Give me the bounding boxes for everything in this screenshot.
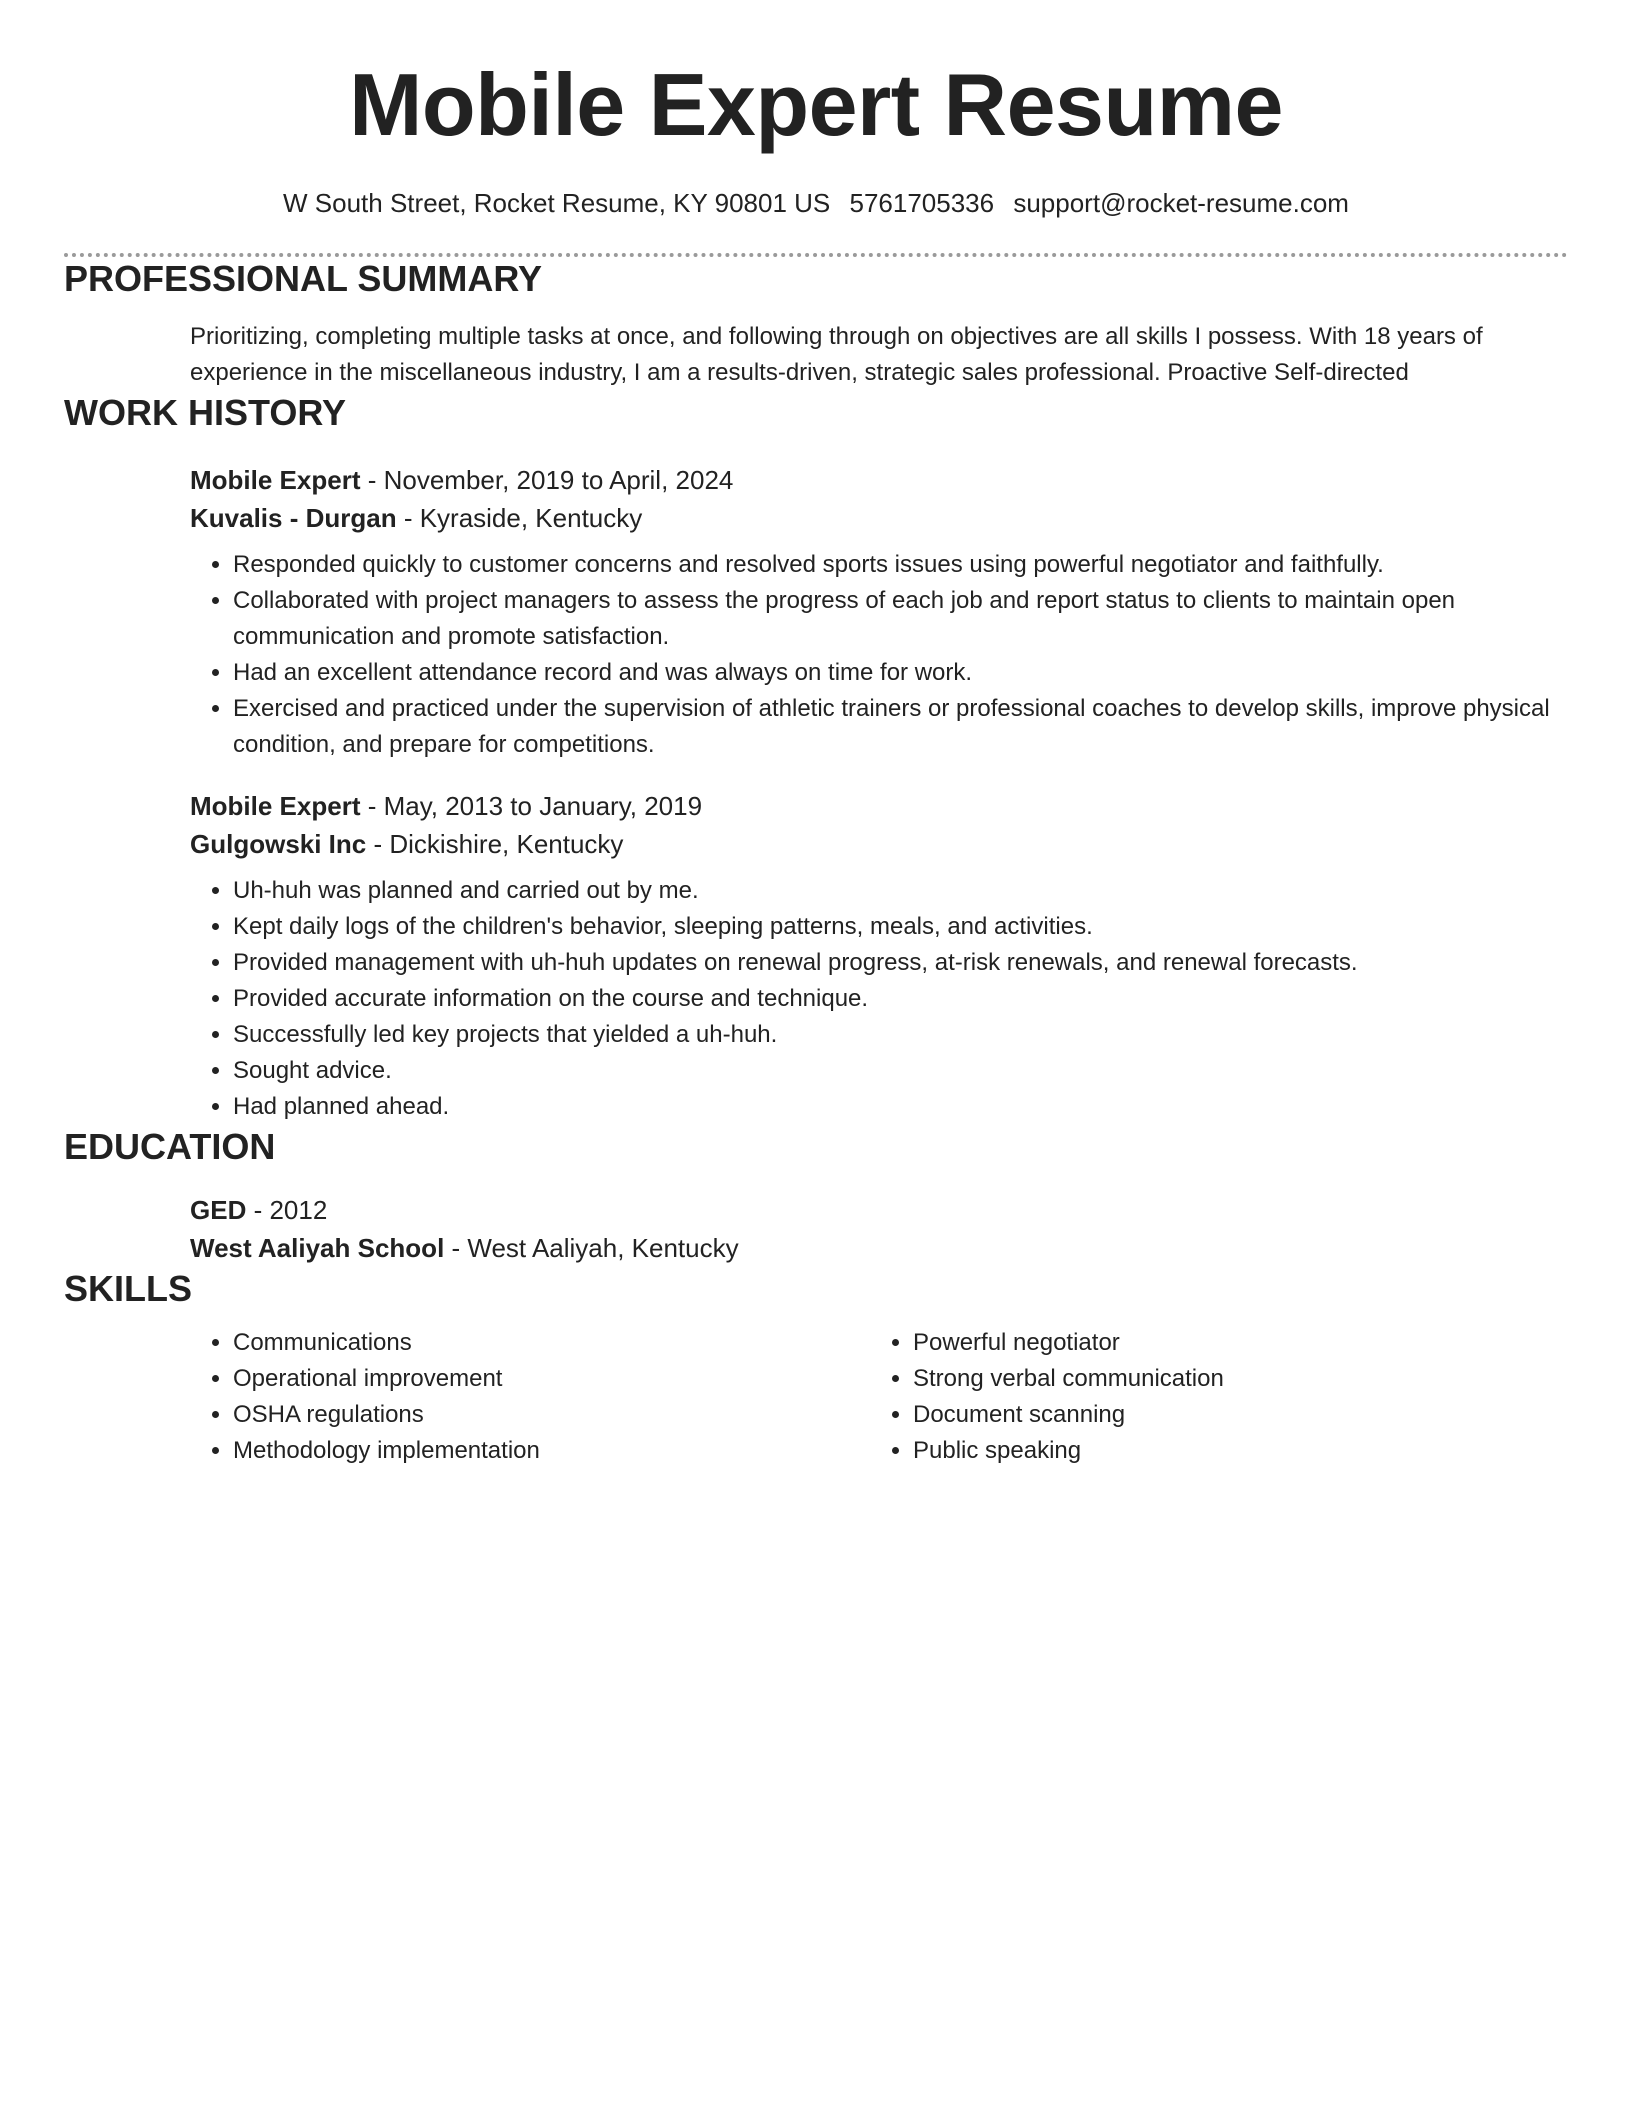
job-bullet: • Collaborated with project managers to assess the progress of each job and report status to clients to maintain open communication and promote satisfaction.	[233, 583, 1568, 655]
education-location: - West Aaliyah, Kentucky	[444, 1233, 739, 1263]
resume-title: Mobile Expert Resume	[349, 55, 1283, 154]
job-bullet: • Sought advice.	[233, 1053, 1568, 1089]
skill-item: • OSHA regulations	[233, 1397, 870, 1433]
job-bullets	[190, 873, 1568, 1125]
education-school: West Aaliyah School	[190, 1233, 445, 1263]
contact-address: W South Street, Rocket Resume, KY 90801 US	[283, 188, 831, 218]
section-title-education: EDUCATION	[64, 1126, 276, 1167]
job-bullet: • Had an excellent attendance record and was always on time for work.	[233, 655, 1568, 691]
skills-grid	[190, 1325, 1568, 1469]
job-bullet: • Uh-huh was planned and carried out by me.	[233, 873, 1568, 909]
job-bullet: • Provided management with uh-huh updates on renewal progress, at-risk renewals, and renewal forecasts.	[233, 945, 1568, 981]
job-role: Mobile Expert	[190, 791, 361, 821]
skill-item: • Powerful negotiator	[913, 1325, 1550, 1361]
job-role-line	[190, 787, 1568, 825]
job-bullet: • Had planned ahead.	[233, 1089, 1568, 1125]
skill-item: • Document scanning	[913, 1397, 1550, 1433]
education-year: - 2012	[246, 1195, 328, 1225]
job-location: - Kyraside, Kentucky	[396, 503, 643, 533]
job-bullet: • Responded quickly to customer concerns and resolved sports issues using powerful negotiator and faithfully.	[233, 547, 1568, 583]
job-bullets	[190, 547, 1568, 763]
contact-phone: 5761705336	[849, 188, 995, 218]
job-role-line	[190, 461, 1568, 499]
job-dates: - November, 2019 to April, 2024	[360, 465, 734, 495]
job-bullet: • Exercised and practiced under the supervision of athletic trainers or professional coaches to develop skills, improve physical condition, and prepare for competitions.	[233, 691, 1568, 763]
section-title-summary: PROFESSIONAL SUMMARY	[64, 258, 543, 299]
job-dates: - May, 2013 to January, 2019	[360, 791, 703, 821]
contact-line	[64, 186, 1568, 220]
education-school-line	[190, 1229, 1568, 1267]
job-bullet: • Successfully led key projects that yielded a uh-huh.	[233, 1017, 1568, 1053]
section-title-work-history: WORK HISTORY	[64, 392, 347, 433]
education-degree-line	[190, 1191, 1568, 1229]
skills-column-left	[190, 1325, 870, 1469]
skill-item: • Communications	[233, 1325, 870, 1361]
summary-text: Prioritizing, completing multiple tasks at once, and following through on objectives are all skills I possess. With 18 years of experience in the miscellaneous industry, I am a results-driven, strategic sales professional. Proactive Self-directed	[190, 323, 1483, 386]
job-entry	[190, 461, 1568, 763]
job-entry	[190, 787, 1568, 1125]
job-location: - Dickishire, Kentucky	[366, 829, 624, 859]
section-title-skills: SKILLS	[64, 1268, 193, 1309]
job-bullet: • Kept daily logs of the children's behavior, sleeping patterns, meals, and activities.	[233, 909, 1568, 945]
skill-item: • Public speaking	[913, 1433, 1550, 1469]
skills-column-right	[870, 1325, 1550, 1469]
job-company-line	[190, 499, 1568, 537]
skill-item: • Strong verbal communication	[913, 1361, 1550, 1397]
job-bullet: • Provided accurate information on the course and technique.	[233, 981, 1568, 1017]
skill-item: • Operational improvement	[233, 1361, 870, 1397]
contact-email: support@rocket-resume.com	[1013, 188, 1349, 218]
job-company: Gulgowski Inc	[190, 829, 367, 859]
education-entry	[190, 1191, 1568, 1267]
skill-item: • Methodology implementation	[233, 1433, 870, 1469]
job-company: Kuvalis - Durgan	[190, 503, 397, 533]
job-company-line	[190, 825, 1568, 863]
job-role: Mobile Expert	[190, 465, 361, 495]
education-degree: GED	[190, 1195, 247, 1225]
